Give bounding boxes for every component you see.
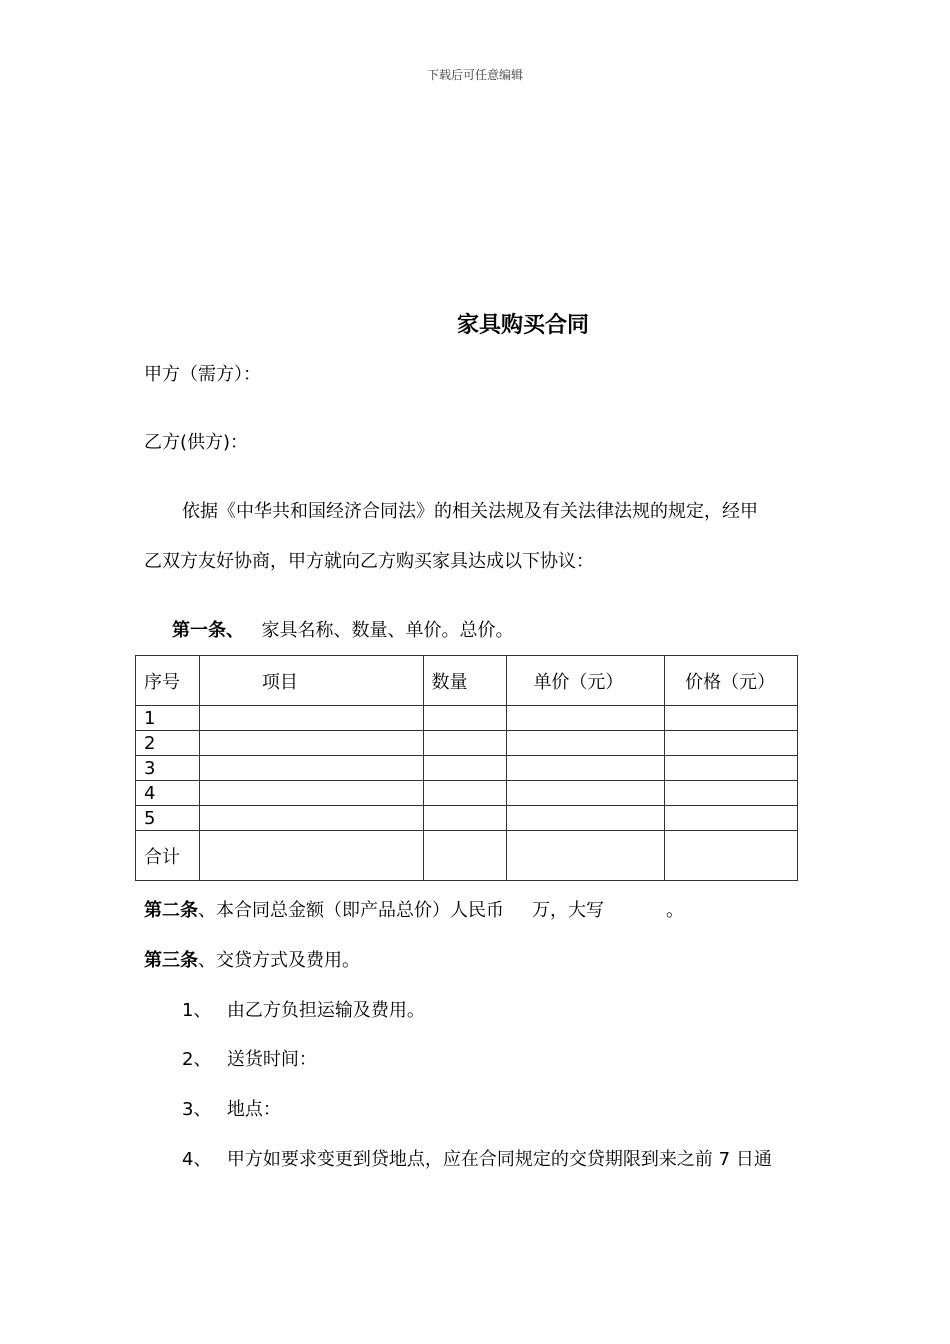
header-quantity: 数量 — [423, 656, 507, 706]
page-header-note: 下载后可任意编辑 — [426, 68, 523, 82]
item-text: 由乙方负担运输及费用。 — [226, 1000, 425, 1021]
item-number: 3、 — [182, 1099, 212, 1120]
table-row — [136, 756, 798, 781]
furniture-items-table — [135, 655, 798, 881]
row-item-cell[interactable] — [199, 706, 423, 731]
row-serial: 2 — [136, 731, 200, 756]
article-2-text-a: 、本合同总金额（即产品总价）人民币 — [198, 900, 504, 921]
row-price-cell[interactable] — [665, 756, 798, 781]
document-title: 家具购买合同 — [457, 313, 590, 338]
total-unit-price-cell[interactable] — [507, 831, 665, 881]
article-3-item-1 — [182, 998, 425, 1024]
total-price-cell[interactable] — [665, 831, 798, 881]
intro-paragraph-line-1: 依据《中华共和国经济合同法》的相关法规及有关法律法规的规定，经甲 — [182, 501, 758, 522]
row-quantity-cell[interactable] — [423, 706, 507, 731]
article-2 — [144, 898, 684, 924]
header-item: 项目 — [199, 656, 423, 706]
row-unit-price-cell[interactable] — [507, 781, 665, 806]
article-3 — [144, 948, 360, 974]
article-3-item-2 — [182, 1047, 317, 1073]
table-row — [136, 806, 798, 831]
article-3-item-3 — [182, 1097, 281, 1123]
row-price-cell[interactable] — [665, 706, 798, 731]
article-1-label: 第一条、 — [172, 620, 244, 641]
party-b-line: 乙方(供方)： — [144, 432, 249, 453]
intro-paragraph-line-2: 乙双方友好协商，甲方就向乙方购买家具达成以下协议： — [144, 551, 594, 572]
row-quantity-cell[interactable] — [423, 731, 507, 756]
row-price-cell[interactable] — [665, 781, 798, 806]
item-text: 送货时间： — [226, 1049, 317, 1070]
table-row — [136, 706, 798, 731]
row-unit-price-cell[interactable] — [507, 806, 665, 831]
table-total-row — [136, 831, 798, 881]
header-unit-price: 单价（元） — [507, 656, 665, 706]
row-item-cell[interactable] — [199, 806, 423, 831]
row-price-cell[interactable] — [665, 806, 798, 831]
row-quantity-cell[interactable] — [423, 756, 507, 781]
row-item-cell[interactable] — [199, 756, 423, 781]
row-item-cell[interactable] — [199, 781, 423, 806]
row-quantity-cell[interactable] — [423, 806, 507, 831]
row-price-cell[interactable] — [665, 731, 798, 756]
table-header-row — [136, 656, 798, 706]
header-price: 价格（元） — [665, 656, 798, 706]
total-item-cell[interactable] — [199, 831, 423, 881]
item-text: 地点： — [226, 1099, 281, 1120]
item-number: 4、 — [182, 1149, 212, 1170]
total-quantity-cell[interactable] — [423, 831, 507, 881]
table-row — [136, 781, 798, 806]
article-3-label: 第三条 — [144, 950, 198, 971]
article-2-text-b: 万，大写 — [532, 900, 604, 921]
row-serial: 5 — [136, 806, 200, 831]
party-a-line: 甲方（需方）： — [144, 364, 261, 385]
row-serial: 3 — [136, 756, 200, 781]
total-label: 合计 — [136, 831, 200, 881]
article-3-item-4 — [182, 1147, 772, 1173]
row-quantity-cell[interactable] — [423, 781, 507, 806]
item-number: 2、 — [182, 1049, 212, 1070]
article-1 — [172, 618, 513, 644]
row-item-cell[interactable] — [199, 731, 423, 756]
table-row — [136, 731, 798, 756]
item-number: 1、 — [182, 1000, 212, 1021]
row-serial: 4 — [136, 781, 200, 806]
item-text: 甲方如要求变更到贷地点，应在合同规定的交贷期限到来之前 7 日通 — [226, 1149, 772, 1170]
article-2-text-c: 。 — [666, 900, 684, 921]
row-serial: 1 — [136, 706, 200, 731]
article-3-text: 、交贷方式及费用。 — [198, 950, 360, 971]
row-unit-price-cell[interactable] — [507, 706, 665, 731]
row-unit-price-cell[interactable] — [507, 756, 665, 781]
article-2-label: 第二条 — [144, 900, 198, 921]
header-serial: 序号 — [136, 656, 200, 706]
row-unit-price-cell[interactable] — [507, 731, 665, 756]
article-1-text: 家具名称、数量、单价。总价。 — [261, 620, 514, 641]
